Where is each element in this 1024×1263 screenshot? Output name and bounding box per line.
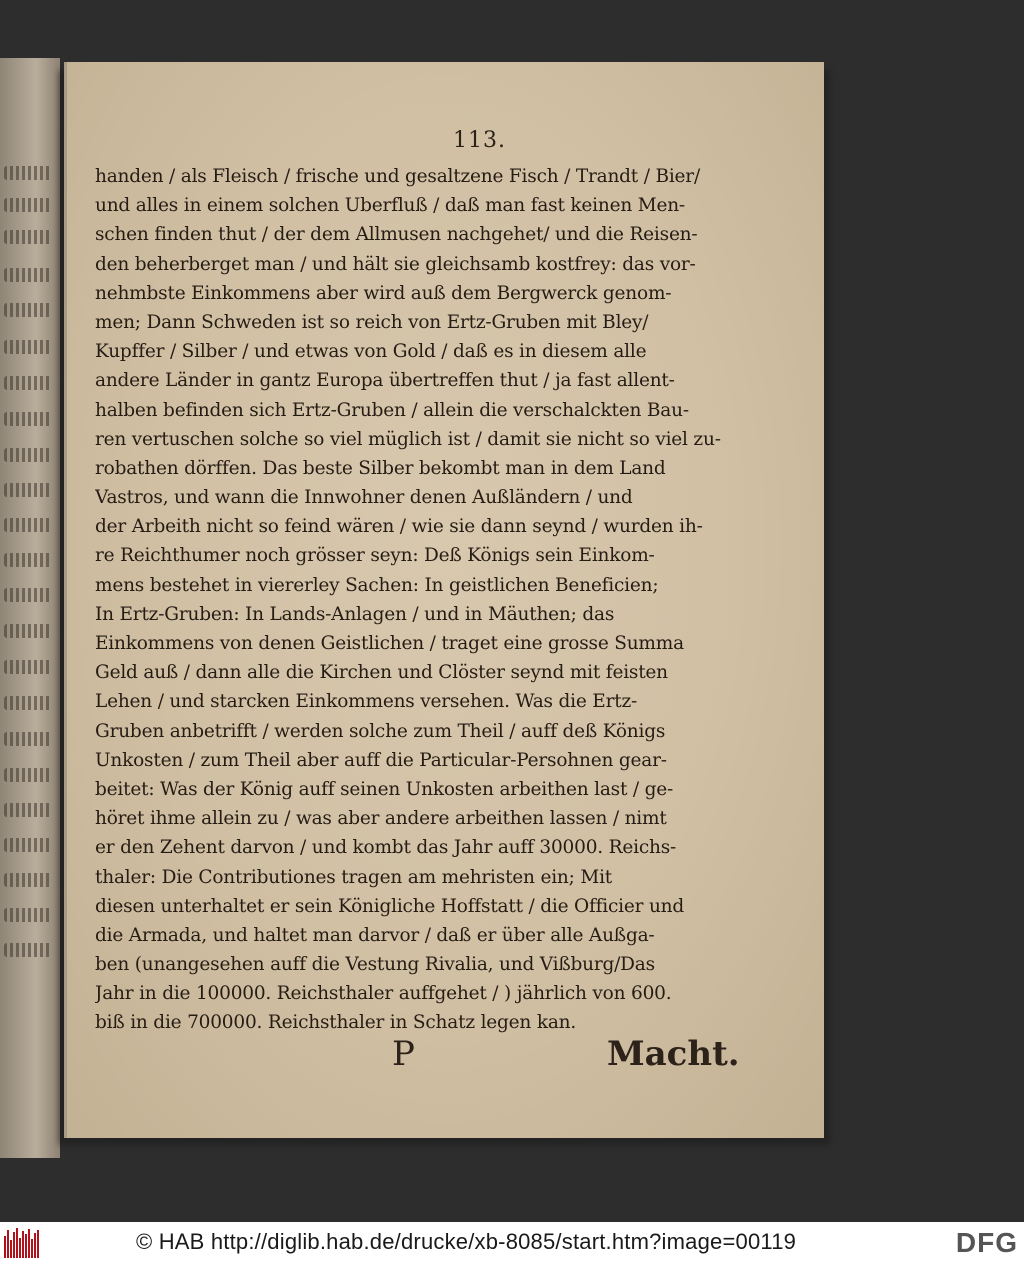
text-line: höret ihme allein zu / was aber andere arbeithen lassen / nimt xyxy=(95,808,667,830)
text-line: die Armada, und haltet man darvor / daß er über alle Außga- xyxy=(95,924,655,946)
text-line: diesen unterhaltet er sein Königliche Hoffstatt / die Officier und xyxy=(95,895,685,917)
text-line: men; Dann Schweden ist so reich von Ertz-Gruben mit Bley/ xyxy=(95,311,649,333)
previous-page-edge xyxy=(0,58,60,1158)
text-line: robathen dörffen. Das beste Silber bekombt man in dem Land xyxy=(95,457,666,479)
text-line: andere Länder in gantz Europa übertreffen thut / ja fast allent- xyxy=(95,370,675,392)
text-line: beitet: Was der König auff seinen Unkosten arbeithen last / ge- xyxy=(95,778,674,800)
page-number: 113. xyxy=(453,128,506,153)
text-line: biß in die 700000. Reichsthaler in Schatz legen kan. xyxy=(95,1012,577,1034)
text-line: Gruben anbetrifft / werden solche zum Theil / auff deß Königs xyxy=(95,720,666,742)
text-line: Unkosten / zum Theil aber auff die Particular-Persohnen gear- xyxy=(95,749,667,771)
scanned-page xyxy=(64,62,824,1138)
text-line: halben befinden sich Ertz-Gruben / allein die verschalckten Bau- xyxy=(95,399,689,421)
copyright-url-text: © HAB http://diglib.hab.de/drucke/xb-8085/start.htm?image=00119 xyxy=(136,1229,797,1254)
catchword: Macht. xyxy=(607,1034,740,1074)
text-line: nehmbste Einkommens aber wird auß dem Bergwerck genom- xyxy=(95,282,672,304)
text-line: Lehen / und starcken Einkommens versehen. Was die Ertz- xyxy=(95,691,638,713)
page-body-text xyxy=(95,162,775,1038)
text-line: er den Zehent darvon / und kombt das Jahr auff 30000. Reichs- xyxy=(95,837,677,859)
text-line: In Ertz-Gruben: In Lands-Anlagen / und in Mäuthen; das xyxy=(95,603,615,625)
text-line: mens bestehet in viererley Sachen: In geistlichen Beneficien; xyxy=(95,574,659,596)
text-line: schen finden thut / der dem Allmusen nachgehet/ und die Reisen- xyxy=(95,224,698,246)
text-line: Kupffer / Silber / und etwas von Gold / daß es in diesem alle xyxy=(95,341,647,363)
text-line: Vastros, und wann die Innwohner denen Außländern / und xyxy=(95,487,633,509)
text-line: ren vertuschen solche so viel müglich ist / damit sie nicht so viel zu- xyxy=(95,428,721,450)
text-line: Geld auß / dann alle die Kirchen und Clöster seynd mit feisten xyxy=(95,662,668,684)
text-line: den beherberget man / und hält sie gleichsamb kostfrey: das vor- xyxy=(95,253,696,275)
signature-mark: P xyxy=(392,1034,415,1074)
text-line: und alles in einem solchen Uberfluß / daß man fast keinen Men- xyxy=(95,195,685,217)
text-line: Jahr in die 100000. Reichsthaler auffgehet / ) jährlich von 600. xyxy=(95,983,672,1005)
text-line: Einkommens von denen Geistlichen / traget eine grosse Summa xyxy=(95,633,684,654)
text-line: re Reichthumer noch grösser seyn: Deß Königs sein Einkom- xyxy=(95,545,655,567)
text-line: thaler: Die Contributiones tragen am mehristen ein; Mit xyxy=(95,866,613,888)
text-line: der Arbeith nicht so feind wären / wie sie dann seynd / wurden ih- xyxy=(95,516,703,538)
text-line: handen / als Fleisch / frische und gesaltzene Fisch / Trandt / Bier/ xyxy=(95,166,700,187)
text-line: ben (unangesehen auff die Vestung Rivalia, und Vißburg/Das xyxy=(95,954,655,976)
footer-bar xyxy=(0,1222,1024,1263)
dfg-logo: DFG xyxy=(955,1227,1018,1258)
hab-logo-icon xyxy=(4,1228,50,1258)
